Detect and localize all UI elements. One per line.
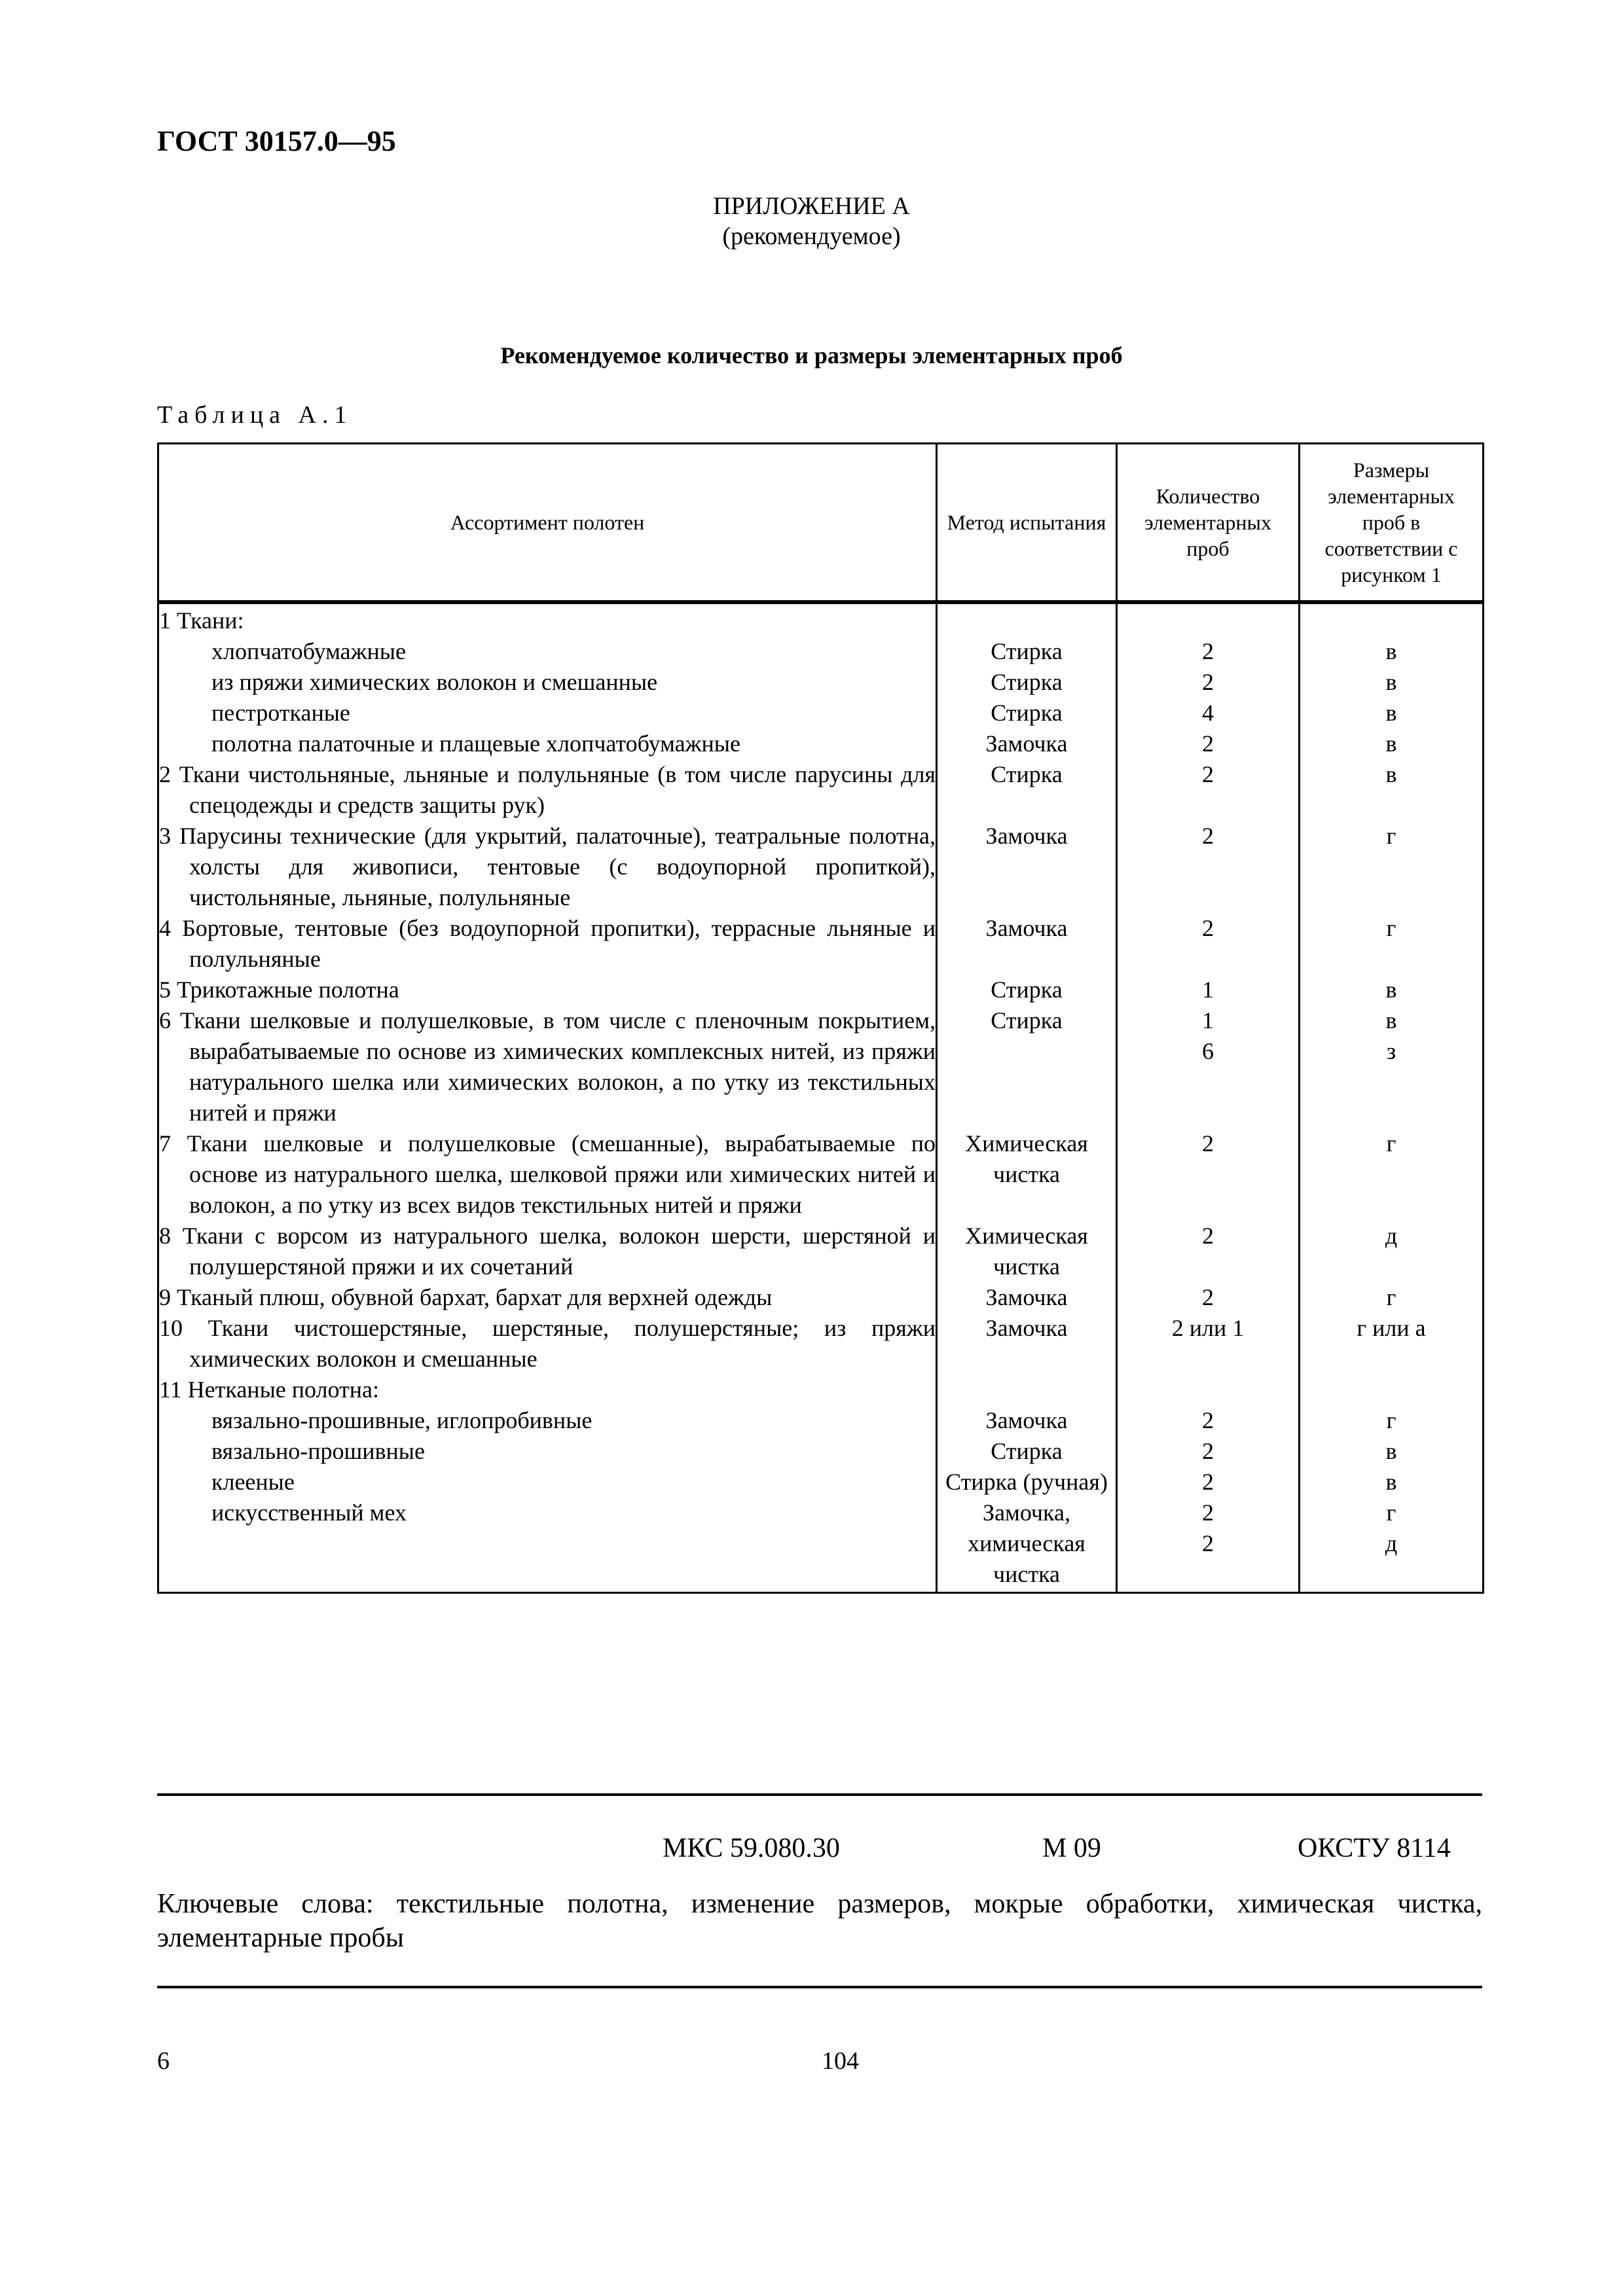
row-text: 3 Парусины технические (для укрытий, палаточные), театральные полотна, холсты для живописи, тентовые (с водоупорной пропиткой), чистольняные, льняные, полульняные bbox=[159, 823, 936, 910]
row-text: 5 Трикотажные полотна bbox=[159, 977, 399, 1003]
section-heading: Рекомендуемое количество и размеры элементарных проб bbox=[500, 342, 1123, 368]
row-method: Стирка bbox=[991, 1438, 1063, 1464]
table-row bbox=[158, 1498, 1484, 1590]
row-text: полотна палаточные и плащевые хлопчатобумажные bbox=[211, 730, 740, 757]
document-code: ГОСТ 30157.0—95 bbox=[157, 125, 396, 157]
row-count: 1 bbox=[1202, 977, 1214, 1003]
row-count: 2 bbox=[1202, 1130, 1214, 1157]
row-method: Замочка bbox=[985, 823, 1068, 849]
header-assortment: Ассортимент полотен bbox=[158, 444, 937, 603]
row-size: в bbox=[1385, 730, 1397, 757]
table-row bbox=[158, 667, 1484, 698]
table-row bbox=[158, 913, 1484, 975]
row-count-secondary: 6 bbox=[1202, 1038, 1214, 1064]
row-method: Стирка (ручная) bbox=[945, 1469, 1108, 1495]
row-method bbox=[938, 605, 1116, 636]
row-size bbox=[1300, 605, 1482, 636]
row-count: 2 bbox=[1202, 1499, 1214, 1526]
table-row bbox=[158, 759, 1484, 821]
row-count bbox=[1118, 605, 1298, 636]
table-header-row bbox=[158, 444, 1484, 603]
row-count: 2 или 1 bbox=[1171, 1315, 1245, 1341]
row-count: 2 bbox=[1202, 1407, 1214, 1433]
row-method: Замочка bbox=[985, 1407, 1068, 1433]
row-text: 9 Тканый плюш, обувной бархат, бархат для верхней одежды bbox=[159, 1284, 773, 1310]
row-text: 10 Ткани чистошерстяные, шерстяные, полушерстяные; из пряжи химических волокон и смешанные bbox=[159, 1315, 936, 1372]
row-count: 2 bbox=[1202, 638, 1214, 664]
row-method: Замочка bbox=[985, 730, 1068, 757]
table-bottom-spacer bbox=[158, 1590, 1484, 1592]
m-code: М 09 bbox=[1042, 1833, 1101, 1863]
table-row bbox=[158, 1128, 1484, 1221]
row-size: в bbox=[1385, 700, 1397, 726]
row-count: 2 bbox=[1202, 1223, 1214, 1249]
row-method: Стирка bbox=[991, 700, 1063, 726]
table-caption: Таблица А.1 bbox=[157, 401, 353, 429]
row-text: из пряжи химических волокон и смешанные bbox=[211, 669, 658, 695]
table-row bbox=[158, 698, 1484, 728]
header-count: Количество элементарных проб bbox=[1117, 444, 1300, 603]
samples-table bbox=[157, 442, 1484, 1594]
appendix-title: ПРИЛОЖЕНИЕ А bbox=[713, 192, 910, 220]
row-size-secondary: з bbox=[1386, 1038, 1396, 1064]
okstu-code: ОКСТУ 8114 bbox=[1298, 1833, 1451, 1863]
row-text: 4 Бортовые, тентовые (без водоупорной пропитки), террасные льняные и полульняные bbox=[159, 915, 936, 972]
row-text: искусственный мех bbox=[211, 1499, 407, 1526]
row-method: Химическая чистка bbox=[965, 1223, 1088, 1280]
row-text: вязально-прошивные bbox=[211, 1438, 425, 1464]
row-count: 2 bbox=[1202, 761, 1214, 787]
table-row bbox=[158, 975, 1484, 1005]
table-row bbox=[158, 1467, 1484, 1498]
row-method: Замочка, химическая чистка bbox=[968, 1499, 1085, 1587]
table-row bbox=[158, 602, 1484, 636]
row-text: 8 Ткани с ворсом из натурального шелка, волокон шерсти, шерстяной и полушерстяной пряжи и их сочетаний bbox=[159, 1223, 936, 1280]
row-count: 4 bbox=[1202, 700, 1214, 726]
table-row bbox=[158, 1436, 1484, 1467]
row-text: 11 Нетканые полотна: bbox=[159, 1376, 379, 1403]
row-text: 1 Ткани: bbox=[159, 607, 244, 634]
row-text: клееные bbox=[211, 1469, 295, 1495]
divider-bottom bbox=[157, 1986, 1482, 1988]
row-size: в bbox=[1385, 761, 1397, 787]
row-size: г bbox=[1386, 1130, 1396, 1157]
row-method: Стирка bbox=[991, 638, 1063, 664]
row-text: 6 Ткани шелковые и полушелковые, в том числе с пленочным покрытием, вырабатываемые по основе из химических комплексных нитей, из пряжи натурального шелка или химических волокон, а по утку из текстильных нитей и пряжи bbox=[159, 1007, 936, 1126]
row-count bbox=[1118, 1374, 1298, 1405]
row-size bbox=[1300, 1374, 1482, 1405]
row-method: Стирка bbox=[991, 1007, 1063, 1033]
row-count: 2 bbox=[1202, 1438, 1214, 1464]
row-count: 2 bbox=[1202, 823, 1214, 849]
page-number-global: 104 bbox=[822, 2047, 859, 2075]
row-method: Стирка bbox=[991, 761, 1063, 787]
page-number-local: 6 bbox=[157, 2047, 170, 2075]
header-method: Метод испытания bbox=[937, 444, 1117, 603]
row-count: 2 bbox=[1202, 1284, 1214, 1310]
row-method: Замочка bbox=[985, 1315, 1068, 1341]
row-size: г bbox=[1386, 915, 1396, 941]
row-text: пестротканые bbox=[211, 700, 350, 726]
row-size: г или а bbox=[1357, 1315, 1426, 1341]
row-size: в bbox=[1385, 669, 1397, 695]
table-row bbox=[158, 1282, 1484, 1313]
row-method: Химическая чистка bbox=[965, 1130, 1088, 1187]
keywords: Ключевые слова: текстильные полотна, изменение размеров, мокрые обработки, химическая чистка, элементарные пробы bbox=[157, 1889, 1482, 1953]
divider-top bbox=[157, 1793, 1482, 1796]
row-method: Замочка bbox=[985, 915, 1068, 941]
row-count-secondary: 2 bbox=[1202, 1530, 1214, 1556]
mks-code: МКС 59.080.30 bbox=[663, 1833, 840, 1863]
table-row bbox=[158, 1221, 1484, 1282]
row-size-secondary: д bbox=[1385, 1530, 1398, 1556]
table-row bbox=[158, 1005, 1484, 1128]
row-method bbox=[938, 1374, 1116, 1405]
row-text: вязально-прошивные, иглопробивные bbox=[211, 1407, 593, 1433]
table-row bbox=[158, 821, 1484, 913]
row-count: 2 bbox=[1202, 1469, 1214, 1495]
row-size: г bbox=[1386, 1284, 1396, 1310]
row-size: в bbox=[1385, 977, 1397, 1003]
row-count: 1 bbox=[1202, 1007, 1214, 1033]
row-size: г bbox=[1386, 823, 1396, 849]
row-text: 2 Ткани чистольняные, льняные и полульняные (в том числе парусины для спецодежды и средств защиты рук) bbox=[159, 761, 936, 818]
row-method: Стирка bbox=[991, 977, 1063, 1003]
table-row bbox=[158, 1374, 1484, 1405]
row-text: хлопчатобумажные bbox=[211, 638, 406, 664]
row-size: г bbox=[1386, 1407, 1396, 1433]
row-count: 2 bbox=[1202, 669, 1214, 695]
row-size: в bbox=[1385, 638, 1397, 664]
row-size: в bbox=[1385, 1438, 1397, 1464]
row-count: 2 bbox=[1202, 730, 1214, 757]
table-row bbox=[158, 1405, 1484, 1436]
row-count: 2 bbox=[1202, 915, 1214, 941]
appendix-subtitle: (рекомендуемое) bbox=[722, 223, 901, 250]
table-row bbox=[158, 636, 1484, 667]
row-size: в bbox=[1385, 1469, 1397, 1495]
row-size: г bbox=[1386, 1499, 1396, 1526]
row-text: 7 Ткани шелковые и полушелковые (смешанные), вырабатываемые по основе из натурального шелка, шелковой пряжи или химических нитей и волокон, а по утку из всех видов текстильных нитей и пряжи bbox=[159, 1130, 936, 1218]
table-row bbox=[158, 1313, 1484, 1374]
header-sizes: Размеры элементарных проб в соответствии с рисунком 1 bbox=[1300, 444, 1484, 603]
row-size: в bbox=[1385, 1007, 1397, 1033]
table-row bbox=[158, 728, 1484, 759]
row-method: Стирка bbox=[991, 669, 1063, 695]
appendix-heading bbox=[0, 191, 1623, 251]
row-method: Замочка bbox=[985, 1284, 1068, 1310]
row-size: д bbox=[1385, 1223, 1398, 1249]
